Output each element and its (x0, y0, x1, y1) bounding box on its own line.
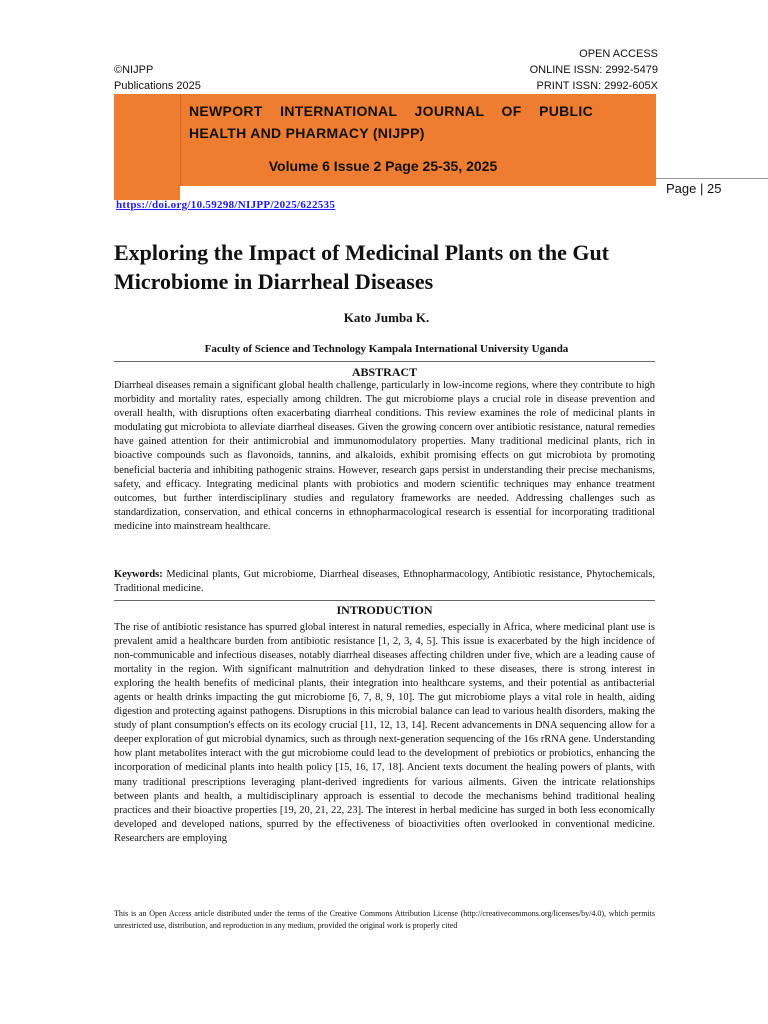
journal-title: NEWPORT INTERNATIONAL JOURNAL OF PUBLIC HEALTH AND PHARMACY (NIJPP) (189, 103, 593, 141)
banner-right-block (600, 94, 656, 186)
author-name: Kato Jumba K. (343, 310, 430, 325)
online-issn: ONLINE ISSN: 2992-5479 (529, 64, 658, 76)
publisher-info (114, 62, 201, 94)
journal-banner (114, 94, 656, 200)
keywords-paragraph (114, 568, 655, 596)
publications-year: Publications 2025 (114, 80, 201, 92)
banner-center-block (180, 94, 602, 186)
abstract-heading: ABSTRACT (351, 365, 418, 379)
section-divider (114, 600, 655, 601)
license-footnote: This is an Open Access article distributed under the terms of the Creative Commons Attribution License (http://creativecommons.org/licenses/by/4.0), which permits unrestricted use, distribution, and reproduction in any medium, provided the original work is properly cited (114, 909, 655, 930)
doi-link[interactable]: https://doi.org/10.59298/NIJPP/2025/622535 (116, 199, 336, 211)
page-number-divider (656, 178, 768, 179)
introduction-heading: INTRODUCTION (336, 603, 433, 617)
section-divider (114, 361, 655, 362)
keywords-list: Medicinal plants, Gut microbiome, Diarrheal diseases, Ethnopharmacology, Antibiotic resistance, Phytochemicals, Traditional medicine. (114, 569, 656, 595)
print-issn: PRINT ISSN: 2992-605X (536, 80, 658, 92)
paper-title: Exploring the Impact of Medicinal Plants on the Gut Microbiome in Diarrheal Diseases (114, 240, 610, 294)
journal-volume: Volume 6 Issue 2 Page 25-35, 2025 (268, 158, 498, 174)
page-number: Page | 25 (666, 181, 722, 196)
issn-block (530, 46, 658, 94)
introduction-text: The rise of antibiotic resistance has spurred global interest in natural remedies, especially in Africa, where medicinal plant use is prevalent amid a healthcare burden from antibiotic resistance [1, 2, 3, 4, 5]. This issue is exacerbated by the high incidence of non-communicable and infectious diseases, notably diarrheal diseases affecting children under five, which are a leading cause of mortality in the region. With significant malnutrition and dehydration linked to these diseases, there is strong interest in exploring the health benefits of medicinal plants, their integration into healthcare systems, and their potential as antibacterial agents or health drinks impacting the gut microbiome [6, 7, 8, 9, 10]. The gut microbiome plays a vital role in health, aiding digestion and protecting against pathogens. Disruptions in this microbial balance can lead to various health disorders, making the study of plant consumption's effects on its ecology crucial [11, 12, 13, 14]. Recent advancements in DNA sequencing allow for a deeper exploration of gut microbial dynamics, such as through next-generation sequencing of the 16s rRNA gene. Understanding how plant metabolites interact with the gut microbiome could lead to the development of prebiotics or probiotics, enhancing the incorporation of medicinal plants into health policy [15, 16, 17, 18]. Ancient texts document the healing powers of plants, with many traditional prescriptions leveraging plant-derived ingredients for various ailments. Given the intricate relationships between plants and health, a multidisciplinary approach is essential to decode the mechanisms behind traditional healing practices and their bioactive properties [19, 20, 21, 22, 23]. The interest in herbal medicine has surged in both less economically developed and developed nations, spurred by the effectiveness of bioactivities often overlooked in conventional medicine. Researchers are employing (114, 622, 655, 844)
abstract-text: Diarrheal diseases remain a significant global health challenge, particularly in low-income regions, where they contribute to high morbidity and mortality rates, especially among children. The gut microbiome plays a crucial role in disease prevention and overall health, with disruptions often exacerbating diarrheal conditions. This review examines the role of medicinal plants in modulating gut microbiota to alleviate diarrheal diseases. Given the growing concern over antibiotic resistance, natural remedies have gained attention for their antimicrobial and immunomodulatory properties. Many traditional medicinal plants, rich in bioactive compounds such as flavonoids, tannins, and alkaloids, exhibit promising effects on gut microbiota by promoting beneficial bacteria and inhibiting pathogenic strains. However, research gaps persist in understanding their precise mechanisms, safety, and efficacy. Integrating medicinal plants with probiotics and modern scientific techniques may enhance treatment outcomes, but further interdisciplinary studies and regulatory frameworks are needed. Addressing challenges such as standardization, conservation, and ethical concerns in ethnopharmacological research is essential for incorporating traditional medicine into mainstream healthcare. (114, 380, 655, 532)
banner-left-block (114, 94, 180, 200)
copyright-line: ©NIJPP (114, 64, 154, 76)
author-affiliation: Faculty of Science and Technology Kampala International University Uganda (204, 343, 569, 355)
open-access-label: OPEN ACCESS (579, 48, 658, 60)
keywords-label: Keywords: (114, 569, 163, 580)
